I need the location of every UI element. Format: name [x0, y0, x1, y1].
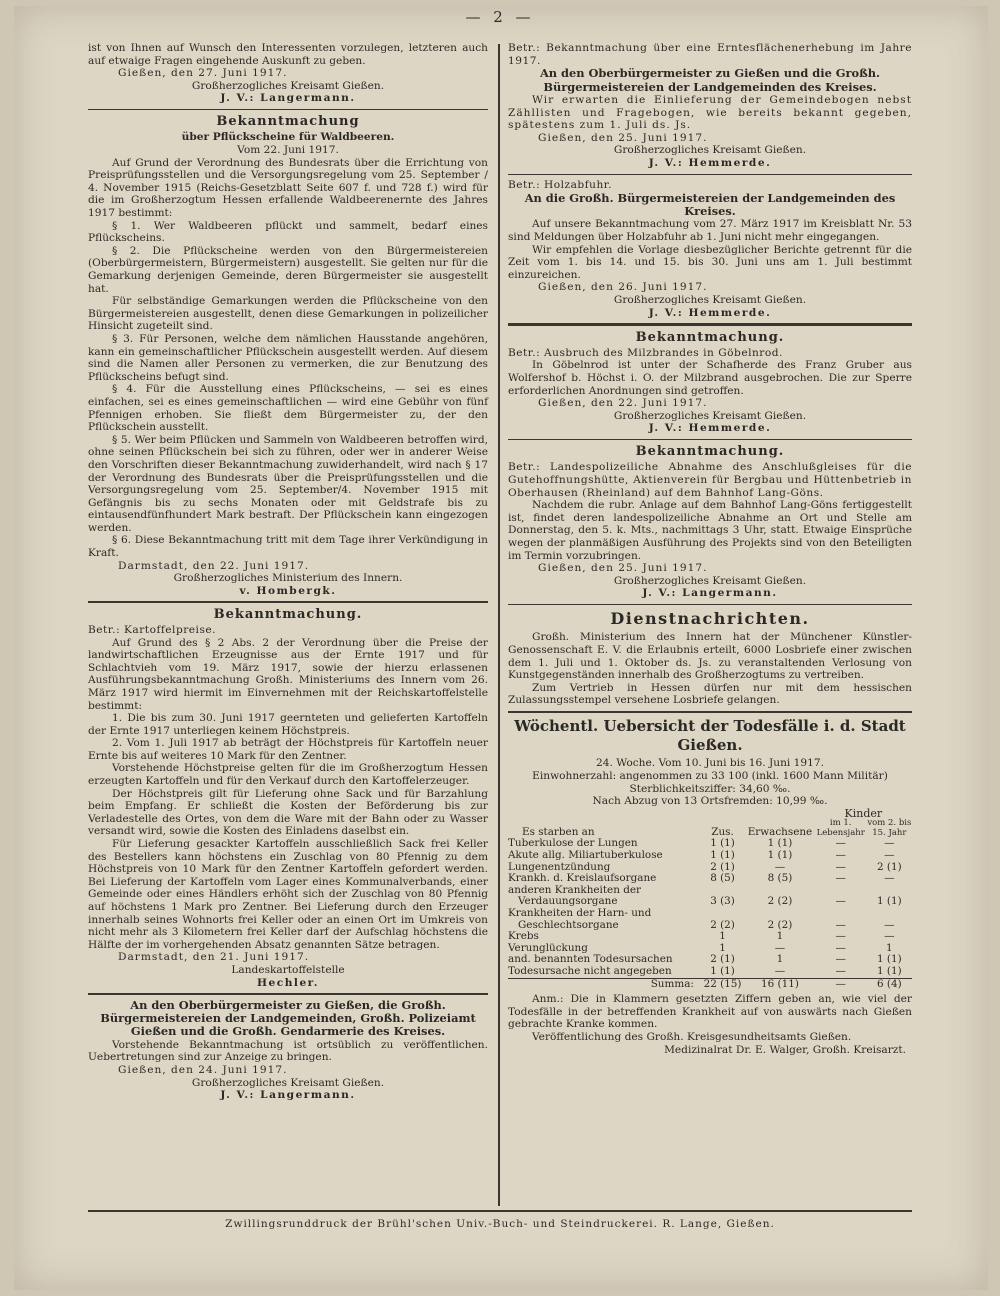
cell-adults: —	[774, 964, 786, 977]
separator	[508, 174, 912, 176]
cell-first-year: —	[835, 953, 846, 966]
continuation-text: ist von Ihnen auf Wunsch den Interessenten vorzulegen, letzteren auch auf etwaige Fragen eingehende Auskunft zu geben.	[88, 42, 488, 67]
notice-subject: Betr.: Ausbruch des Milzbrandes in Göbelnrod.	[508, 346, 783, 359]
separator	[508, 323, 912, 326]
cell-2-15-years: —	[884, 837, 895, 850]
notice-heading: Bekanntmachung.	[635, 444, 785, 460]
cell-first-year: —	[835, 930, 846, 943]
cell-2-15-years: —	[884, 930, 895, 943]
notice-paragraph: § 1. Wer Waldbeeren pflückt und sammelt, bedarf eines Pflückscheins.	[88, 219, 488, 245]
notice-paragraph: Auf Grund der Verordnung des Bundesrats über die Errichtung von Preisprüfungsstellen und die Versorgungsregelung vom 25. September / 4. November 1915 (Reichs-Gesetzblatt Seite 607 f. und 728 f.) wird für die im Großherzogtum Hessen erfallende Waldbeerenernte des Jahres 1917 bestimmt:	[88, 156, 488, 220]
notice-signature-name: J. V.: Hemmerde.	[648, 422, 772, 435]
row-label: anderen Krankheiten der	[508, 883, 641, 896]
sum-2-15-years: 6 (4)	[867, 978, 912, 990]
cell-total: 1 (1)	[710, 837, 735, 850]
cell-2-15-years: 1	[886, 941, 893, 954]
notice-subject: Betr.: Landespolizeiliche Abnahme des Anschlußgleises für die Gutehoffnungshütte, Aktienverein für Bergbau und Hüttenbetrieb in Oberhausen (Rheinland) auf dem Bahnhof Lang-Göns.	[508, 461, 912, 499]
notice-paragraph: Auf unsere Bekanntmachung vom 27. März 1917 im Kreisblatt Nr. 53 sind Meldungen über Holzabfuhr ab 1. Juni nicht mehr eingegangen.	[508, 218, 912, 244]
column-header-2-15-years: vom 2. bis 15. Jahr	[867, 818, 912, 838]
right-column	[508, 42, 912, 1056]
deaths-table	[508, 808, 912, 990]
notice-paragraph: § 3. Für Personen, welche dem nämlichen Hausstande angehören, kann ein gemeinschaftlicher Pflückschein ausgestellt werden. Auf diesem sind die Namen aller Personen zu vermerken, die zur Benutzung des Pflückscheins befugt sind.	[88, 332, 488, 383]
cell-total: 2 (1)	[710, 860, 735, 873]
column-header-total: Zus.	[711, 825, 734, 838]
cell-2-15-years: —	[884, 849, 895, 862]
notice-signature-name: J. V.: Hemmerde.	[648, 156, 772, 169]
notice-signature-office: Großherzogliches Kreisamt Gießen.	[613, 144, 807, 157]
cell-total: 3 (3)	[710, 895, 735, 908]
statistics-source: Veröffentlichung des Großh. Kreisgesundheitsamts Gießen.	[532, 1030, 852, 1043]
row-label: Verdauungsorgane	[518, 895, 618, 908]
table-row	[508, 850, 912, 862]
cell-first-year: —	[835, 941, 846, 954]
statistics-heading: Wöchentl. Uebersicht der Todesfälle i. d. Stadt Gießen.	[514, 717, 906, 755]
separator	[508, 711, 912, 714]
row-label: Verunglückung	[508, 941, 588, 954]
sum-label: Summa:	[508, 978, 700, 990]
table-row	[508, 908, 912, 920]
notice-heading: Bekanntmachung.	[213, 606, 363, 622]
notice-place: Darmstadt, den 21. Juni 1917.	[118, 951, 310, 964]
notice-paragraph: § 2. Die Pflückscheine werden von den Bürgermeistereien (Oberbürgermeistern, Bürgermeistern) ausgestellt. Sie gelten nur für die Gemarkung derjenigen Gemeinde, deren Bürgermeister sie ausgestellt hat.	[88, 244, 488, 295]
row-label: Todesursache nicht angegeben	[508, 964, 672, 977]
sum-total: 22 (15)	[700, 978, 745, 990]
notice-paragraph: Der Höchstpreis gilt für Lieferung ohne Sack und für Barzahlung beim Empfang. Er schließt die Kosten der Beförderung bis zur Verladestelle des Ortes, von dem die Ware mit der Bahn oder zu Wasser versandt wird, sowie die Kosten des Einladens daselbst ein.	[88, 787, 488, 838]
notice-heading: Bekanntmachung.	[635, 329, 785, 345]
notice-place: Gießen, den 25. Juni 1917.	[538, 562, 708, 575]
notice-paragraph: Nachdem die rubr. Anlage auf dem Bahnhof Lang-Göns fertiggestellt ist, findet deren landespolizeiliche Abnahme an Ort und Stelle am Donnerstag, den 5. k. Mts., nachmittags 3 Uhr, statt. Etwaige Einsprüche wegen der planmäßigen Ausführung des Projekts sind von den Beteiligten im Termin vorzubringen.	[508, 499, 912, 562]
footer-rule	[88, 1210, 912, 1212]
notice-date: Vom 22. Juni 1917.	[237, 144, 339, 157]
statistics-signature: Medizinalrat Dr. E. Walger, Großh. Kreisarzt.	[664, 1043, 906, 1056]
notice-signature-office: Großherzogliches Kreisamt Gießen.	[191, 1076, 385, 1089]
table-row	[508, 966, 912, 978]
notice-addressee: An den Oberbürgermeister zu Gießen und die Großh. Bürgermeistereien der Landgemeinden des Kreises.	[539, 66, 881, 94]
notice-paragraph: Für selbständige Gemarkungen werden die Pflückscheine von den Bürgermeistereien ausgestellt, denen diese Gemarkungen in polizeilicher Hinsicht zugeteilt sind.	[88, 295, 488, 333]
sum-first-year: —	[815, 978, 867, 990]
notice-paragraph: Auf Grund des § 2 Abs. 2 der Verordnung über die Preise der landwirtschaftlichen Erzeugnisse aus der Ernte 1917 und für Schlachtvieh vom 19. März 1917, sowie der hierzu erlassenen Ausführungsbekanntmachung Großh. Ministeriums des Innern vom 26. März 1917 wird hiermit im Einvernehmen mit der Reichskartoffelstelle bestimmt:	[88, 636, 488, 712]
notice-place: Gießen, den 24. Juni 1917.	[118, 1064, 288, 1077]
cell-2-15-years: 1 (1)	[877, 953, 902, 966]
column-divider	[498, 44, 500, 1206]
row-label: Krankh. d. Kreislaufsorgane	[508, 872, 657, 885]
cell-adults: 2 (2)	[767, 918, 793, 931]
cell-total: 8 (5)	[710, 872, 735, 885]
notice-signature-name: J. V.: Langermann.	[642, 587, 778, 600]
cell-total: 2 (1)	[710, 953, 735, 966]
cell-adults: 1	[776, 953, 784, 966]
statistics-population: Einwohnerzahl: angenommen zu 33 100 (inkl. 1600 Mann Militär)	[532, 770, 888, 783]
notice-signature-name: J. V.: Hemmerde.	[648, 306, 772, 319]
row-label: Krankheiten der Harn- und	[508, 907, 652, 919]
separator	[88, 109, 488, 111]
cell-2-15-years: 1 (1)	[877, 895, 902, 908]
notice-heading: Bekanntmachung	[216, 114, 360, 130]
cell-adults: —	[774, 860, 786, 873]
notice-paragraph: 2. Vom 1. Juli 1917 ab beträgt der Höchstpreis für Kartoffeln neuer Ernte bis auf weiteres 10 Mark für den Zentner.	[88, 737, 488, 762]
notice-signature-office: Großherzogliches Kreisamt Gießen.	[613, 294, 807, 307]
row-label: Lungenentzündung	[508, 860, 611, 873]
cell-total	[700, 908, 745, 920]
notice-addressee: An den Oberbürgermeister zu Gießen, die Großh. Bürgermeistereien der Landgemeinden, Großh. Polizeiamt Gießen und die Großh. Gendarmerie des Kreises.	[100, 997, 476, 1039]
notice-subheading: über Pflückscheine für Waldbeeren.	[181, 131, 395, 144]
row-label: Tuberkulose der Lungen	[508, 837, 638, 850]
notice-subject: Betr.: Bekanntmachung über eine Erntesflächenerhebung im Jahre 1917.	[508, 42, 912, 67]
cell-total: 1 (1)	[710, 849, 735, 862]
continuation-signature-office: Großherzogliches Kreisamt Gießen.	[191, 79, 385, 92]
notice-place: Gießen, den 22. Juni 1917.	[538, 397, 708, 410]
separator	[508, 439, 912, 441]
cell-adults	[745, 908, 815, 920]
cell-first-year: —	[835, 872, 846, 885]
separator	[88, 993, 488, 995]
cell-adults: —	[774, 941, 786, 954]
notice-signature-name: J. V.: Langermann.	[220, 1089, 356, 1102]
cell-adults: 1 (1)	[767, 849, 793, 862]
continuation-place: Gießen, den 27. Juni 1917.	[118, 67, 288, 80]
cell-total: 2 (2)	[710, 918, 735, 931]
statistics-week: 24. Woche. Vom 10. Juni bis 16. Juni 1917.	[595, 757, 825, 770]
section-heading: Dienstnachrichten.	[610, 609, 810, 629]
page-number: — 2 —	[465, 8, 535, 26]
cell-total: 1	[719, 941, 726, 954]
notice-subject: Betr.: Holzabfuhr.	[508, 179, 613, 192]
row-label: and. benannten Todesursachen	[508, 953, 673, 966]
row-label: Krebs	[508, 930, 539, 943]
notice-paragraph: Vorstehende Bekanntmachung ist ortsüblich zu veröffentlichen. Uebertretungen sind zur Anzeige zu bringen.	[88, 1038, 488, 1064]
notice-paragraph: § 4. Für die Ausstellung eines Pflückscheins, — sei es eines einfachen, sei es eines gemeinschaftlichen — wird eine Gebühr von fünf Pfennigen erhoben. Sie fließt dem Bürgermeister zu, der den Pflückschein ausstellt.	[88, 383, 488, 434]
cell-2-15-years: 2 (1)	[877, 860, 902, 873]
cell-first-year: —	[835, 860, 846, 873]
table-sum-row	[508, 978, 912, 990]
cell-adults: 1	[776, 930, 784, 943]
table-row	[508, 920, 912, 932]
notice-signature-name: v. Hombergk.	[239, 584, 337, 597]
cell-first-year: —	[835, 918, 846, 931]
cell-first-year: —	[835, 849, 846, 862]
separator	[508, 604, 912, 606]
notice-addressee: An die Großh. Bürgermeistereien der Landgemeinden des Kreises.	[524, 190, 896, 219]
cell-first-year: —	[835, 837, 846, 850]
cell-total: 1	[719, 930, 726, 943]
row-label: Akute allg. Miliartuberkulose	[508, 849, 663, 862]
notice-place: Darmstadt, den 22. Juni 1917.	[118, 559, 310, 572]
notice-paragraph: § 5. Wer beim Pflücken und Sammeln von Waldbeeren betroffen wird, ohne seinen Pflückschein bei sich zu führen, oder wer in anderer Weise den Vorschriften dieser Bekanntmachung zuwiderhandelt, wird nach § 17 der Verordnung des Bundesrats über die Preisprüfungsstellen und die Versorgungsregelung vom 25. September/4. November 1915 mit Gefängnis bis zu sechs Monaten oder mit Geldstrafe bis zu eintausendfünfhundert Mark bestraft. Der Pflückschein kann eingezogen werden.	[88, 433, 488, 534]
cell-2-15-years: 1 (1)	[877, 964, 902, 977]
row-label: Geschlechtsorgane	[518, 918, 619, 931]
cell-adults: 8 (5)	[767, 872, 793, 885]
continuation-signature-name: J. V.: Langermann.	[220, 92, 356, 105]
notice-paragraph: Für Lieferung gesackter Kartoffeln ausschließlich Sack frei Keller des Bestellers kann höchstens ein Zuschlag von 80 Pfennig zu dem Höchstpreis von 10 Mark für den Zentner Kartoffeln gefordert werden. Bei Lieferung der Kartoffeln vom Lager eines Kommunalverbands, einer Gemeinde oder eines Händlers erhöht sich der Zuschlag von 80 Pfennig auf höchstens 1 Mark pro Zentner. Bei Lieferung durch den Erzeuger innerhalb seines Wohnorts frei Keller oder an einen Ort im Umkreis von nicht mehr als 3 Kilometern frei Keller darf der Aufschlag höchstens die Hälfte der im vorhergehenden Absatz genannten Sätze betragen.	[88, 838, 488, 951]
statistics-note: Anm.: Die in Klammern gesetzten Ziffern geben an, wie viel der Todesfälle in der betreffenden Krankheit auf von auswärts nach Gießen gebrachte Kranke kommen.	[508, 993, 912, 1031]
column-header-first-year: im 1. Lebensjahr	[816, 818, 865, 838]
left-column	[88, 42, 488, 1102]
printer-imprint: Zwillingsrunddruck der Brühl'schen Univ.-Buch- und Steindruckerei. R. Lange, Gießen.	[225, 1218, 775, 1230]
cell-total: 1 (1)	[710, 964, 735, 977]
notice-signature-name: Hechler.	[257, 976, 319, 989]
column-header-children: Kinder	[844, 806, 883, 820]
notice-paragraph: Großh. Ministerium des Innern hat der Münchener Künstler-Genossenschaft E. V. die Erlaubnis erteilt, 6000 Losbriefe einer zwischen dem 1. Juli und 1. Oktober ds. Js. zu veranstaltenden Verlosung von Kunstgegenständen innerhalb des Großherzogtums zu vertreiben.	[508, 631, 912, 682]
notice-paragraph: In Göbelnrod ist unter der Schafherde des Franz Gruber aus Wolfershof b. Höchst i. O. der Milzbrand ausgebrochen. Die zur Sperre erforderlichen Anordnungen sind getroffen.	[508, 359, 912, 397]
column-header-adults: Erwachsene	[747, 825, 813, 838]
cell-first-year: —	[835, 895, 846, 908]
statistics-mortality-rate: Sterblichkeitsziffer: 34,60 ‰.	[629, 782, 791, 795]
cell-first-year: —	[835, 964, 846, 977]
statistics-mortality-rate-adjusted: Nach Abzug von 13 Ortsfremden: 10,99 ‰.	[592, 795, 828, 808]
cell-2-15-years: —	[884, 872, 895, 885]
notice-paragraph: Vorstehende Höchstpreise gelten für die im Großherzogtum Hessen erzeugten Kartoffeln und für den Verkauf durch den Kartoffelerzeuger.	[88, 762, 488, 788]
notice-signature-office: Landeskartoffelstelle	[231, 963, 345, 976]
cell-2-15-years	[867, 908, 912, 920]
cell-first-year	[815, 908, 867, 920]
notice-place: Gießen, den 25. Juni 1917.	[538, 131, 708, 144]
notice-signature-office: Großherzogliches Ministerium des Innern.	[173, 572, 403, 585]
notice-paragraph: Wir erwarten die Einlieferung der Gemeindebogen nebst Zähllisten und Fragebogen, wie bereits bekannt gegeben, spätestens zum 1. Juli ds. Js.	[508, 94, 912, 132]
cell-2-15-years: —	[884, 918, 895, 931]
column-header-cause: Es starben an	[522, 825, 595, 838]
notice-paragraph: 1. Die bis zum 30. Juni 1917 geernteten und gelieferten Kartoffeln der Ernte 1917 unterliegen keinem Höchstpreis.	[88, 712, 488, 737]
notice-paragraph: § 6. Diese Bekanntmachung tritt mit dem Tage ihrer Verkündigung in Kraft.	[88, 534, 488, 560]
cell-adults: 2 (2)	[767, 895, 793, 908]
notice-subject: Betr.: Kartoffelpreise.	[88, 623, 217, 636]
notice-paragraph: Zum Vertrieb in Hessen dürfen nur mit dem hessischen Zulassungsstempel versehene Losbriefe gelangen.	[508, 681, 912, 707]
notice-paragraph: Wir empfehlen die Vorlage diesbezüglicher Berichte getrennt für die Zeit vom 1. bis 14. und 15. bis 30. Juni uns am 1. Juli bestimmt einzureichen.	[508, 243, 912, 281]
cell-adults: 1 (1)	[767, 837, 793, 850]
notice-signature-office: Großherzogliches Kreisamt Gießen.	[613, 574, 807, 587]
notice-place: Gießen, den 26. Juni 1917.	[538, 281, 708, 294]
sum-adults: 16 (11)	[745, 978, 815, 990]
notice-signature-office: Großherzogliches Kreisamt Gießen.	[613, 409, 807, 422]
separator	[88, 601, 488, 603]
